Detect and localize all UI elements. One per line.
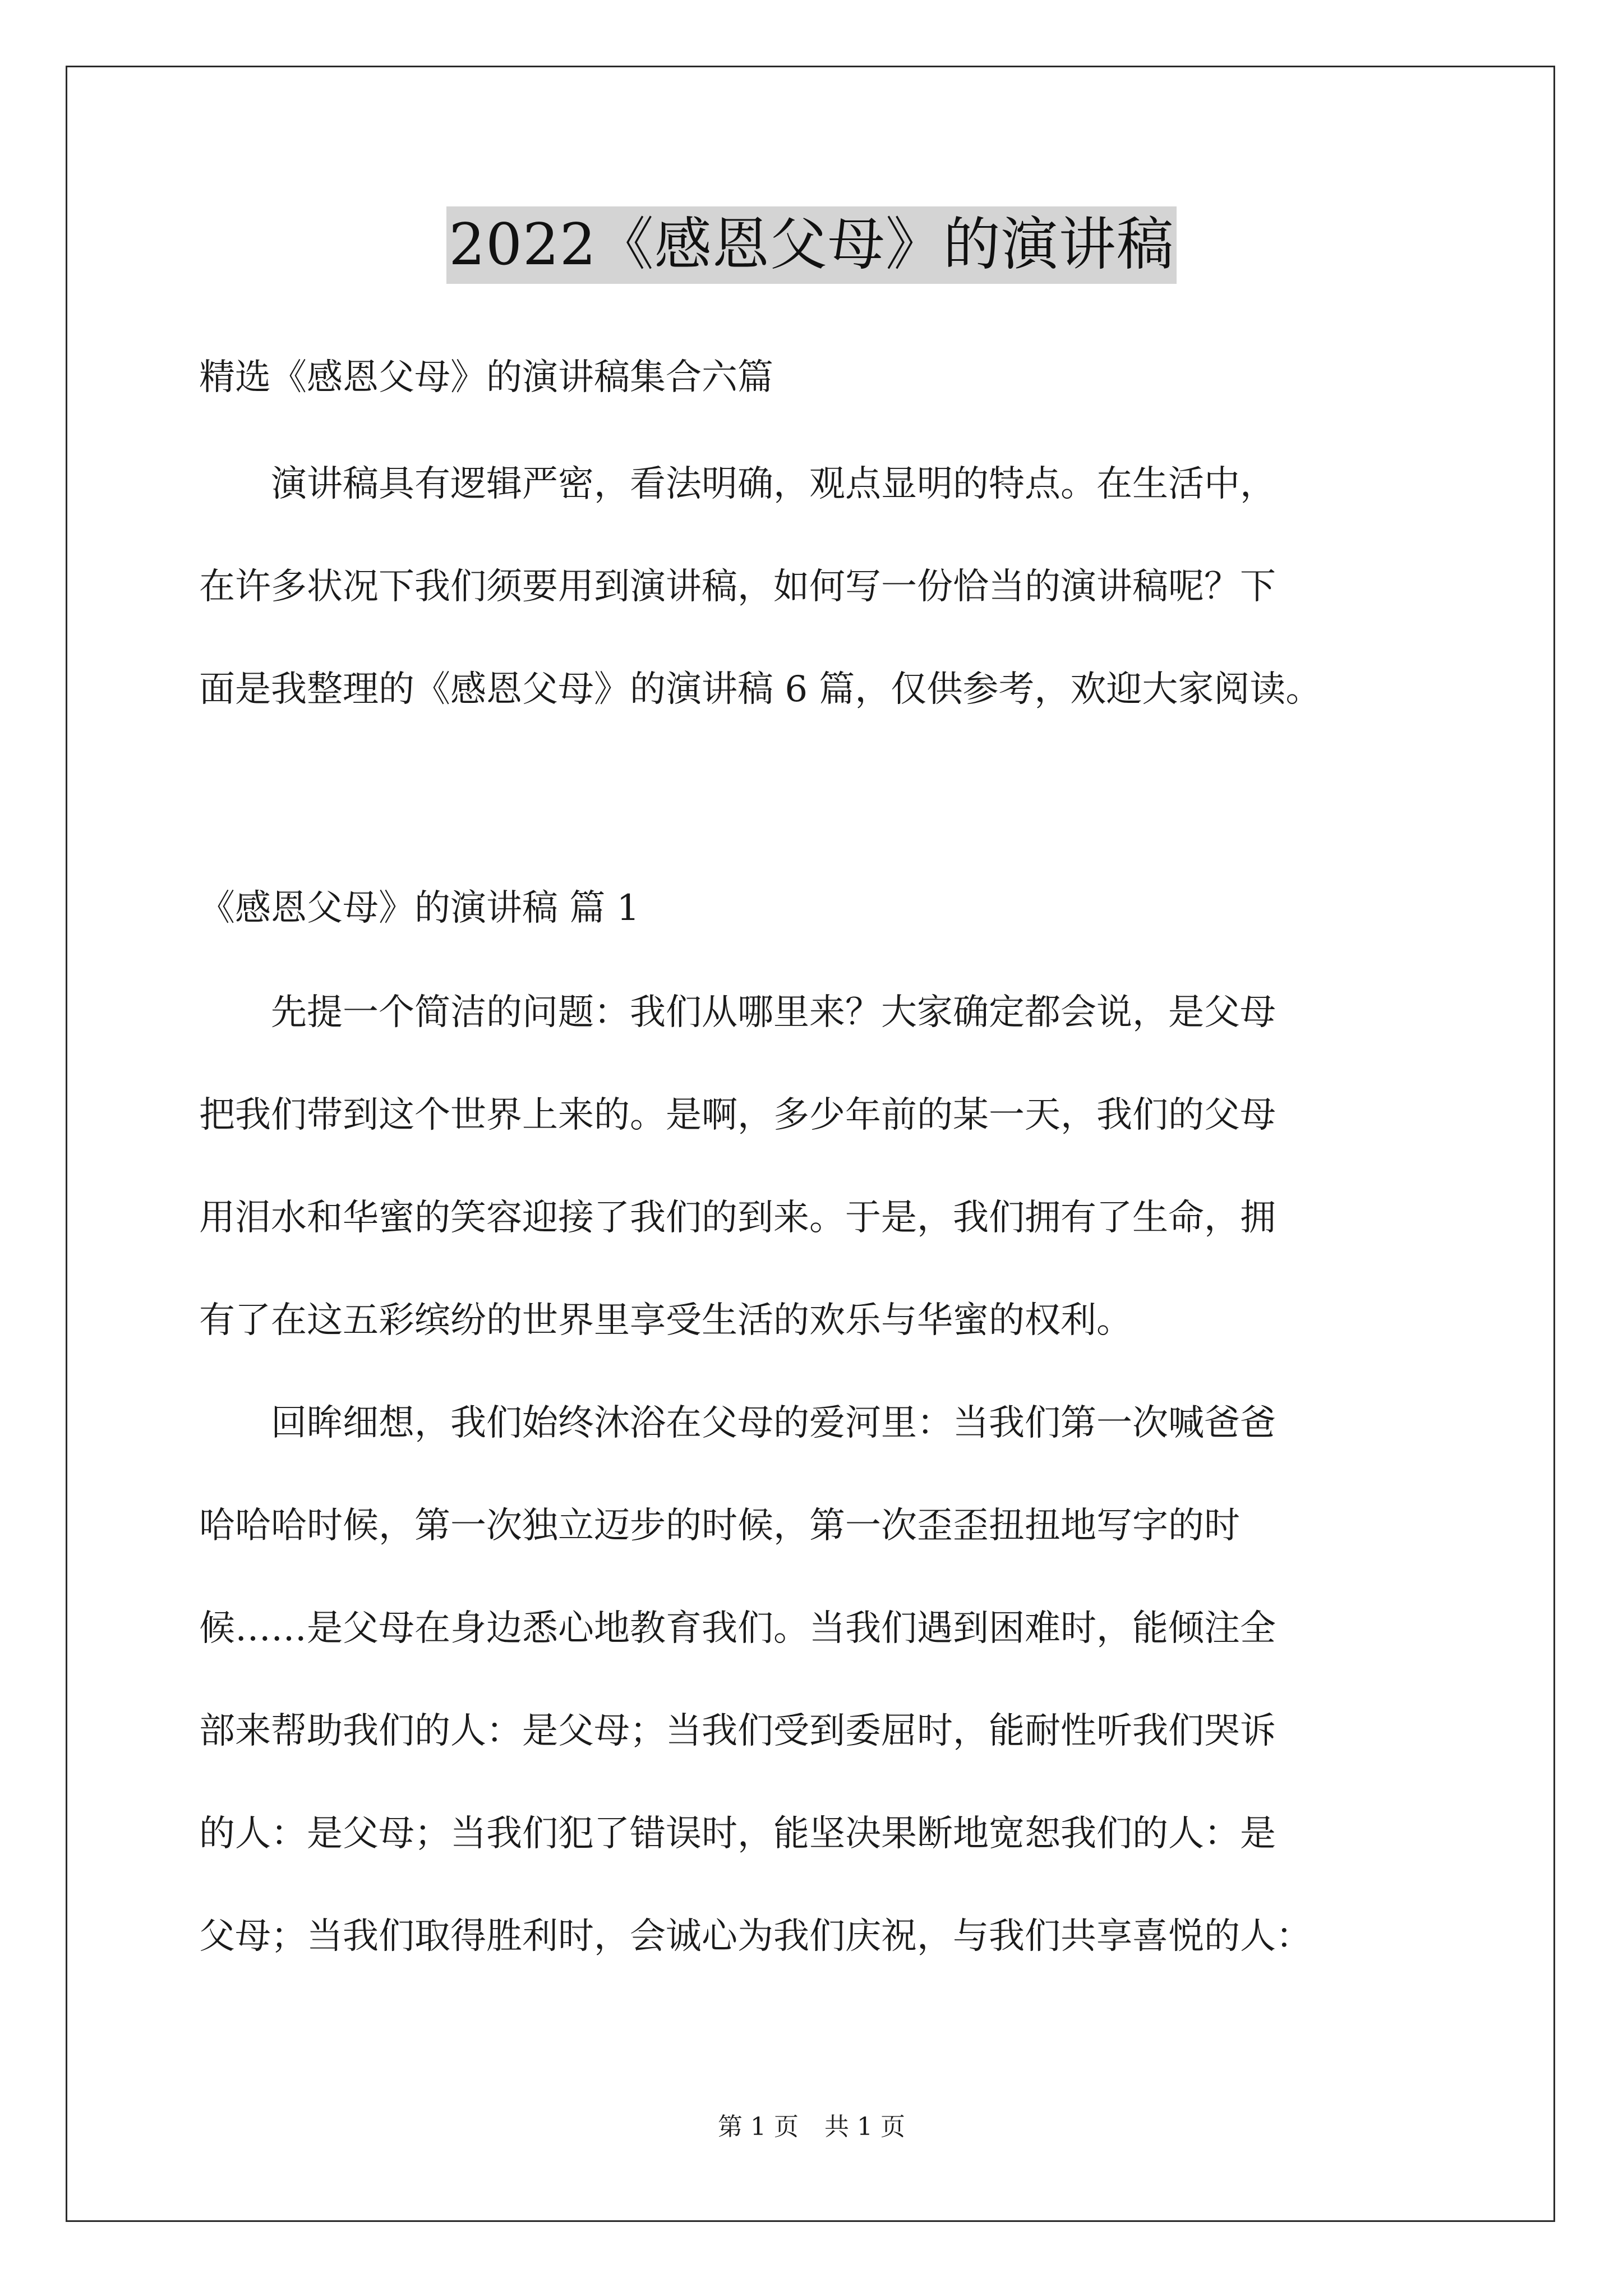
paragraph-line: 用泪水和华蜜的笑容迎接了我们的到来。于是，我们拥有了生命，拥 xyxy=(199,1197,1276,1239)
paragraph-line: 部来帮助我们的人：是父母；当我们受到委屈时，能耐性听我们哭诉 xyxy=(199,1710,1276,1752)
title-container xyxy=(0,206,1623,284)
document-title: 2022《感恩父母》的演讲稿 xyxy=(446,206,1177,284)
paragraph-line: 候……是父母在身边悉心地教育我们。当我们遇到困难时，能倾注全 xyxy=(199,1608,1276,1649)
paragraph-line: 的人：是父母；当我们犯了错误时，能坚决果断地宽恕我们的人：是 xyxy=(199,1813,1276,1855)
paragraph-line: 有了在这五彩缤纷的世界里享受生活的欢乐与华蜜的权利。 xyxy=(199,1300,1132,1341)
paragraph-line: 父母；当我们取得胜利时，会诚心为我们庆祝，与我们共享喜悦的人： xyxy=(199,1916,1312,1957)
paragraph-line: 回眸细想，我们始终沐浴在父母的爱河里：当我们第一次喊爸爸 xyxy=(199,1402,1276,1444)
intro-line: 在许多状况下我们须要用到演讲稿，如何写一份恰当的演讲稿呢？下 xyxy=(199,566,1276,608)
page-footer xyxy=(0,2110,1623,2144)
document-subtitle: 精选《感恩父母》的演讲稿集合六篇 xyxy=(199,357,773,398)
paragraph-line: 哈哈哈时候，第一次独立迈步的时候，第一次歪歪扭扭地写字的时 xyxy=(199,1505,1240,1547)
paragraph-line: 把我们带到这个世界上来的。是啊，多少年前的某一天，我们的父母 xyxy=(199,1094,1276,1136)
page-total: 共 1 页 xyxy=(824,2113,905,2141)
page-number: 第 1 页 xyxy=(718,2113,799,2141)
intro-line: 演讲稿具有逻辑严密，看法明确，观点显明的特点。在生活中， xyxy=(199,463,1276,505)
intro-line: 面是我整理的《感恩父母》的演讲稿 6 篇，仅供参考，欢迎大家阅读。 xyxy=(199,669,1322,710)
section-heading: 《感恩父母》的演讲稿 篇 1 xyxy=(199,887,640,929)
paragraph-line: 先提一个简洁的问题：我们从哪里来？大家确定都会说，是父母 xyxy=(199,992,1276,1033)
